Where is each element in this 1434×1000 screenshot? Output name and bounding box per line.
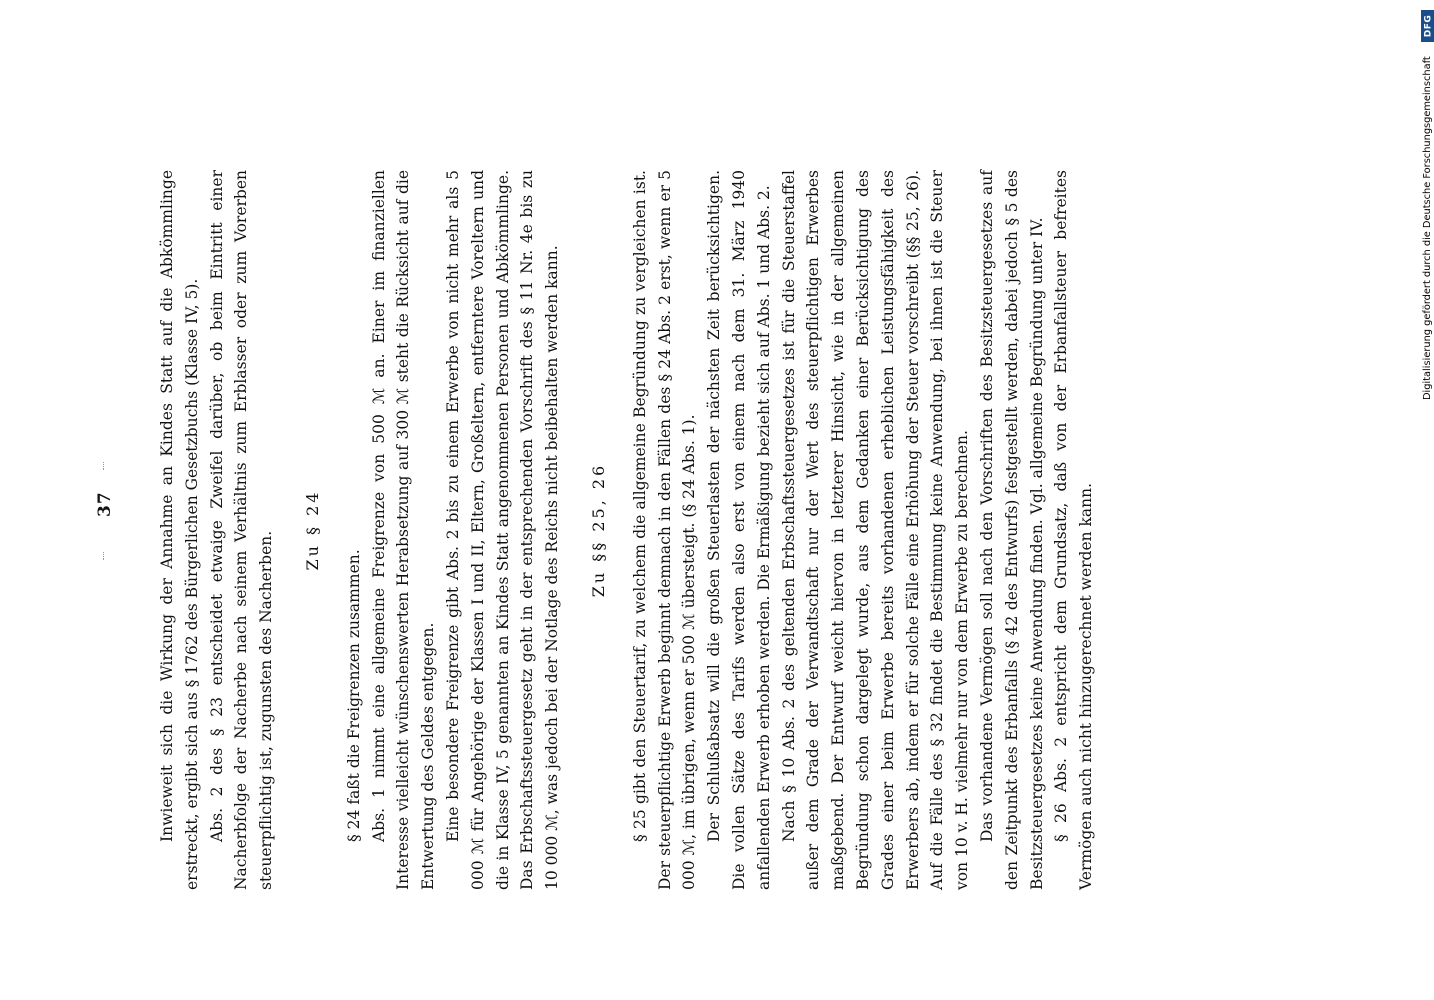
digitization-credit: Digitalisierung gefördert durch die Deutsche Forschungsgemeinschaft [1422, 56, 1433, 400]
paragraph: Der Schlußabsatz will die großen Steuerlasten der nächsten Zeit berücksichtigen. Die vollen Sätze des Tarifs werden also erst von einem nach dem 31. März 1940 anfallenden Erwerb erhoben werden. Die Ermäßigung bezieht sich auf Abs. 1 und Abs. 2. [705, 170, 773, 890]
digitization-credit-bar [1420, 6, 1434, 400]
header-ornament [103, 462, 106, 470]
scanned-page [95, 170, 1225, 890]
paragraph: Das vorhandene Vermögen soll nach den Vorschriften des Besitzsteuergesetzes auf den Zeitpunkt des Erbanfalls (§ 42 des Entwurfs) festgestellt werden, dabei jedoch § 5 des Besitzsteuergesetzes keine Anwendung finden. Vgl. allgemeine Begründung unter IV. [977, 170, 1046, 890]
body-text [155, 170, 1099, 890]
paragraph: Abs. 1 nimmt eine allgemeine Freigrenze von 500 ℳ an. Einer im finanziellen Interesse vielleicht wünschenswerten Herabsetzung auf 300 ℳ steht die Rücksicht auf die Entwertung des Geldes entgegen. [369, 170, 438, 890]
paragraph: Inwieweit sich die Wirkung der Annahme an Kindes Statt auf die Abkömmlinge erstreckt, ergibt sich aus § 1762 des Bürgerlichen Gesetzbuchs (Klasse IV, 5). [158, 170, 201, 890]
section-heading: Zu § 24 [302, 489, 322, 571]
paragraph: § 25 gibt den Steuertarif, zu welchem die allgemeine Begründung zu vergleichen ist. Der steuerpflichtige Erwerb beginnt demnach in den Fällen des § 24 Abs. 2 erst, wenn er 5 000 ℳ, im übrigen, wenn er 500 ℳ übersteigt. (§ 24 Abs. 1). [630, 170, 699, 890]
paragraph: § 26 Abs. 2 entspricht dem Grundsatz, daß von der Erbanfallsteuer befreites Vermögen auch nicht hinzugerechnet werden kann. [1052, 170, 1096, 890]
paragraph: Eine besondere Freigrenze gibt Abs. 2 bis zu einem Erwerbe von nicht mehr als 5 000 ℳ für Angehörige der Klassen I und II, Eltern, Großeltern, entferntere Voreltern und die in Klasse IV, 5 genannten an Kindes Statt angenommenen Personen und Abkömmlinge. Das Erbschaftssteuergesetz geht in der entsprechenden Vorschrift des § 11 Nr. 4e bis zu 10 000 ℳ, was jedoch bei der Notlage des Reichs nicht beibehalten werden kann. [443, 170, 562, 890]
paragraph: § 24 faßt die Freigrenzen zusammen. [344, 549, 363, 842]
paragraph: Abs. 2 des § 23 entscheidet etwaige Zweifel darüber, ob beim Eintritt einer Nacherbfolge der Nacherbe nach seinem Verhältnis zum Erblasser oder zum Vorerben steuerpflichtig ist, zugunsten des Nacherben. [207, 170, 276, 890]
header-ornament [103, 552, 106, 560]
page-number: 37 [95, 491, 115, 517]
paragraph: Nach § 10 Abs. 2 des geltenden Erbschaftssteuergesetzes ist für die Steuerstaffel außer dem Grade der Verwandtschaft nur der Wert des steuerpflichtigen Erwerbes maßgebend. Der Entwurf weicht hiervon in letzterer Hinsicht, wie in der allgemeinen Begründung schon dargelegt wurde, aus dem Gedanken einer Berücksichtigung des Grades einer beim Erwerbe bereits vorhandenen erheblichen Leistungsfähigkeit des Erwerbers ab, indem er für solche Fälle eine Erhöhung der Steuer vorschreibt (§§ 25, 26). Auf die Fälle des § 32 findet die Bestimmung keine Anwendung, bei ihnen ist die Steuer von 10 v. H. vielmehr nur von dem Erwerbe zu berechnen. [779, 170, 972, 890]
dfg-logo-text: DFG [1423, 14, 1434, 38]
section-heading: Zu §§ 25, 26 [588, 462, 608, 598]
